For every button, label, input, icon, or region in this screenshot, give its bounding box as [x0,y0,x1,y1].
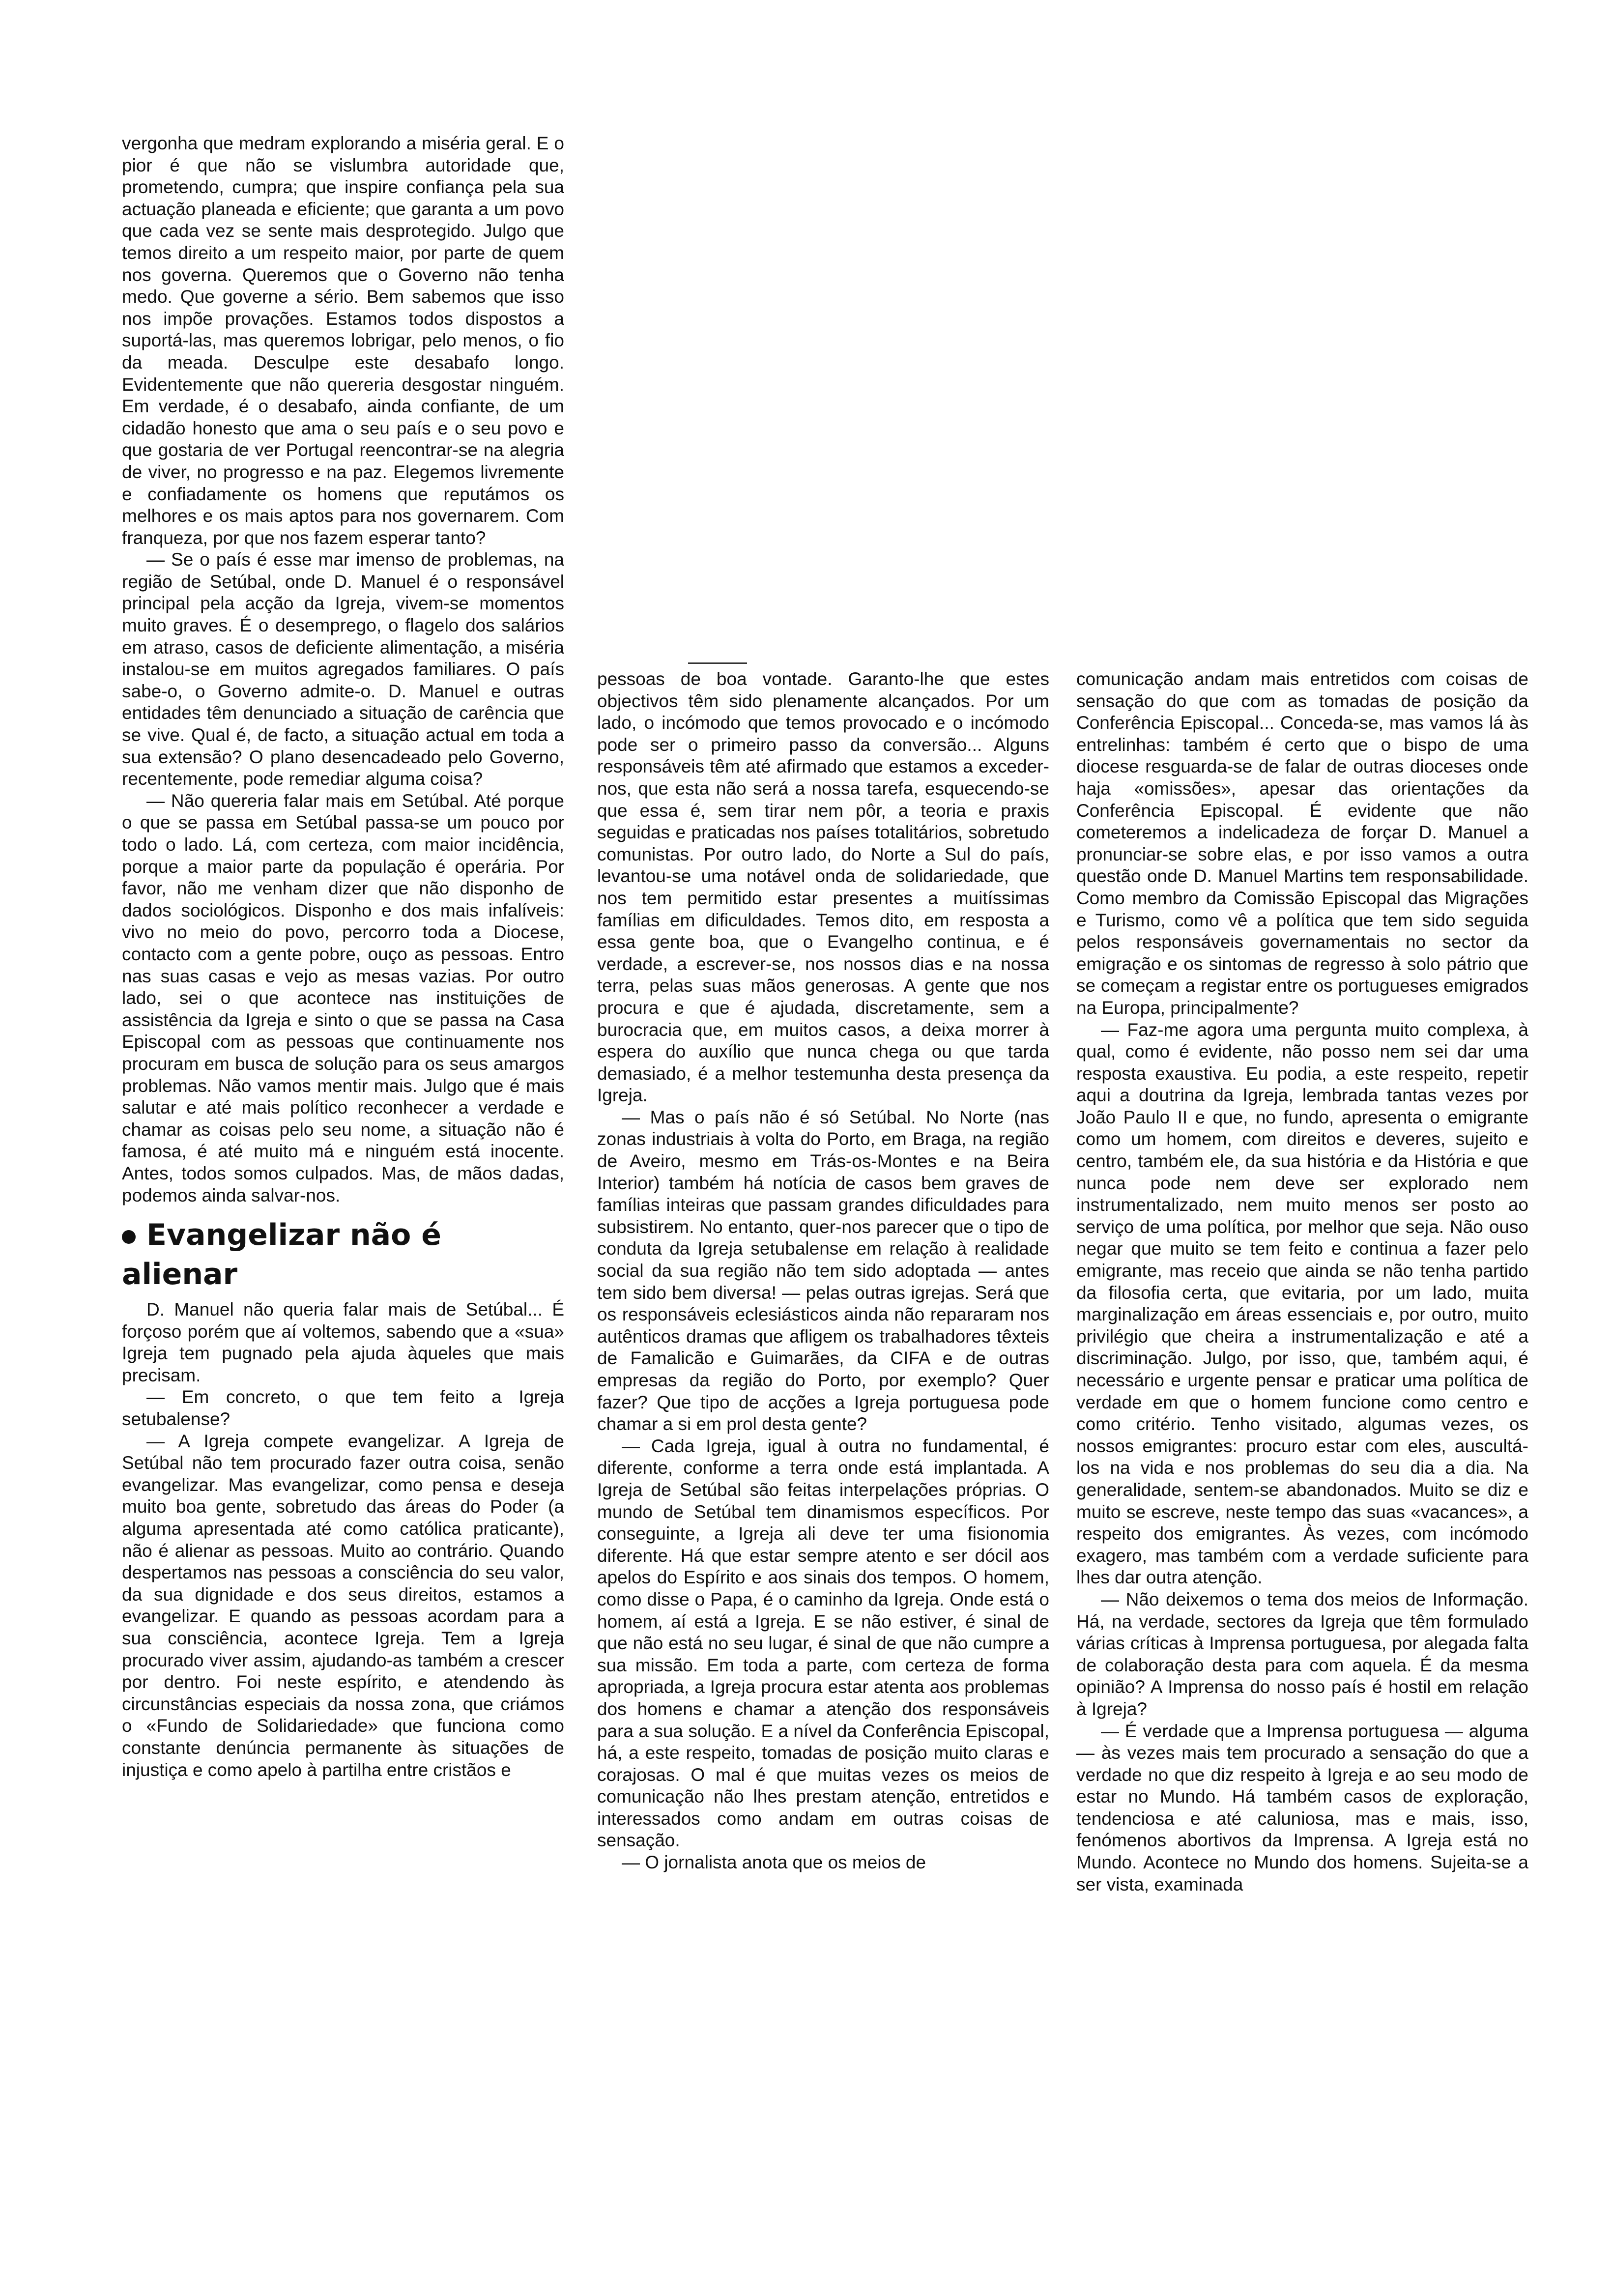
paragraph: — Não quereria falar mais em Setúbal. Até porque o que se passa em Setúbal passa-se um pouco por todo o lado. Lá, com certeza, com maior incidência, porque a maior parte da população é operária. Por favor, não me venham dizer que não disponho de dados sociológicos. Disponho e dos mais infalíveis: vivo no meio do povo, percorro toda a Diocese, contacto com a gente pobre, ouço as pessoas. Entro nas suas casas e vejo as mesas vazias. Por outro lado, sei o que acontece nas instituições de assistência da Igreja e sinto o que se passa na Casa Episcopal com as pessoas que continuamente nos procuram em busca de solução para os seus amargos problemas. Não vamos mentir mais. Julgo que é mais salutar e até mais político reconhecer a verdade e chamar as coisas pelo seu nome, a situação não é famosa, é até muito má e ninguém está inocente. Antes, todos somos culpados. Mas, de mãos dadas, podemos ainda salvar-nos. [122,790,564,1205]
paragraph: — Mas o país não é só Setúbal. No Norte (nas zonas industriais à volta do Porto, em Braga, na região de Aveiro, mesmo em Trás-os-Montes e na Beira Interior) também há notícia de casos bem graves de famílias inteiras que passam grandes dificuldades para subsistirem. No entanto, quer-nos parecer que o tipo de conduta da Igreja setubalense em relação à realidade social da sua região não tem sido adoptada — antes tem sido bem diversa! — pelas outras igrejas. Será que os responsáveis eclesiásticos ainda não repararam nos autênticos dramas que afligem os trabalhadores têxteis de Famalicão e Guimarães, da CIFA e de outras empresas da região do Porto, por exemplo? Quer fazer? Que tipo de acções a Igreja portuguesa pode chamar a si em prol desta gente? [597,1107,1049,1435]
bullet-icon [122,1230,136,1244]
section-heading [122,1215,564,1294]
paragraph: pessoas de boa vontade. Garanto-lhe que estes objectivos têm sido plenamente alcançados. Por um lado, o incómodo que temos provocado e o incómodo pode ser o primeiro passo da conversão... Alguns responsáveis têm até afirmado que estamos a exceder-nos, que esta não será a nossa tarefa, esquecendo-se que essa é, sem tirar nem pôr, a teoria e praxis seguidas e praticadas nos países totalitários, sobretudo comunistas. Por outro lado, do Norte a Sul do país, levantou-se uma notável onda de solidariedade, que nos tem permitido estar presentes a muitíssimas famílias em dificuldades. Temos dito, em resposta a essa gente boa, que o Evangelho continua, e é verdade, a escrever-se, nos nossos dias e na nossa terra, pelas suas mãos generosas. A gente que nos procura e que é ajudada, discretamente, sem a burocracia que, em muitos casos, a deixa morrer à espera do auxílio que nunca chega ou que tarda demasiado, é a melhor testemunha desta presença da Igreja. [597,669,1049,1106]
paragraph: — Não deixemos o tema dos meios de Informação. Há, na verdade, sectores da Igreja que têm formulado várias críticas à Imprensa portuguesa, por alegada falta de colaboração desta para com aquela. É da mesma opinião? A Imprensa do nosso país é hostil em relação à Igreja? [1076,1589,1528,1719]
paragraph: — Faz-me agora uma pergunta muito complexa, à qual, como é evidente, não posso nem sei dar uma resposta exaustiva. Eu podia, a este respeito, repetir aqui a doutrina da Igreja, lembrada tantas vezes por João Paulo II e que, no fundo, apresenta o emigrante como um homem, com direitos e deveres, sujeito e centro, também ele, da sua história e da História e que nunca pode nem deve ser explorado nem instrumentalizado, nem muito menos ser posto ao serviço de uma política, por melhor que seja. Não ouso negar que muito se tem feito e continua a fazer pelo emigrante, mas receio que ainda se não tenha partido da filosofia certa, que evitaria, por um lado, muita marginalização em áreas essenciais e, por outro, muito privilégio que cheira a instrumentalização e até a discriminação. Julgo, por isso, que, também aqui, é necessário e urgente pensar e praticar uma política de verdade em que o homem funcione como centro e como critério. Tenho visitado, algumas vezes, os nossos emigrantes: procuro estar com eles, auscultá-los na vida e nos problemas do seu dia a dia. Na generalidade, sentem-se abandonados. Muito se diz e muito se escreve, neste tempo das suas «vacances», a respeito dos emigrantes. Às vezes, com incómodo exagero, mas também com a verdade suficiente para lhes dar outra atenção. [1076,1019,1528,1588]
paragraph: comunicação andam mais entretidos com coisas de sensação do que com as tomadas de posição da Conferência Episcopal... Conceda-se, mas vamos lá às entrelinhas: também é certo que o bispo de uma diocese resguarda-se de falar de outras dioceses onde haja «omissões», apesar das orientações da Conferência Episcopal. É evidente que não cometeremos a indelicadeza de forçar D. Manuel a pronunciar-se sobre elas, e por isso vamos a outra questão onde D. Manuel Martins tem responsabilidade. Como membro da Comissão Episcopal das Migrações e Turismo, como vê a política que tem sido seguida pelos responsáveis governamentais no sector da emigração e os sintomas de regresso à solo pátrio que se começam a registar entre os portugueses emigrados na Europa, principalmente? [1076,669,1528,1018]
paragraph: vergonha que medram explorando a miséria geral. E o pior é que não se vislumbra autoridade que, prometendo, cumpra; que inspire confiança pela sua actuação planeada e eficiente; que garanta a um povo que cada vez se sente mais desprotegido. Julgo que temos direito a um respeito maior, por parte de quem nos governa. Queremos que o Governo não tenha medo. Que governe a sério. Bem sabemos que isso nos impõe provações. Estamos todos dispostos a suportá-las, mas queremos lobrigar, pelo menos, o fio da meada. Desculpe este desabafo longo. Evidentemente que não quereria desgostar ninguém. Em verdade, é o desabafo, ainda confiante, de um cidadão honesto que ama o seu país e o seu povo e que gostaria de ver Portugal reencontrar-se na alegria de viver, no progresso e na paz. Elegemos livremente e confiadamente os homens que reputámos os melhores e os mais aptos para nos governarem. Com franqueza, por que nos fazem esperar tanto? [122,133,564,548]
col1b-text [122,1299,564,1781]
paragraph: — Cada Igreja, igual à outra no fundamental, é diferente, conforme a terra onde está implantada. A Igreja de Setúbal são feitas interpelações próprias. O mundo de Setúbal tem dinamismos específicos. Por conseguinte, a Igreja ali deve ter uma fisionomia diferente. Há que estar sempre atento e ser dócil aos apelos do Espírito e aos sinais dos tempos. O homem, como disse o Papa, é o caminho da Igreja. Onde está o homem, aí está a Igreja. E se não estiver, é sinal de que não está no seu lugar, é sinal de que não cumpre a sua missão. Em toda a parte, com certeza de forma apropriada, a Igreja procura estar atenta aos problemas dos homens e chamar a atenção dos responsáveis para a sua solução. E a nível da Conferência Episcopal, há, a este respeito, tomadas de posição muito claras e corajosas. O mal é que muitas vezes os meios de comunicação não lhes prestam atenção, entretidos e interessados como andam em outras coisas de sensação. [597,1435,1049,1851]
paragraph: — É verdade que a Imprensa portuguesa — alguma — às vezes mais tem procurado a sensação do que a verdade no que diz respeito à Igreja e ao seu modo de estar no Mundo. Há também casos de exploração, tendenciosa e até caluniosa, mas e mais, isso, fenómenos abortivos da Imprensa. A Igreja está no Mundo. Acontece no Mundo dos homens. Sujeita-se a ser vista, examinada [1076,1721,1528,1894]
article-column-3 [1076,668,1528,1895]
article-column-1 [122,133,564,1781]
paragraph: — Se o país é esse mar imenso de problemas, na região de Setúbal, onde D. Manuel é o responsável principal pela acção da Igreja, vivem-se momentos muito graves. É o desemprego, o flagelo dos salários em atraso, casos de deficiente alimentação, a miséria instalou-se em muitos agregados familiares. O país sabe-o, o Governo admite-o. D. Manuel e outras entidades têm denunciado a situação de carência que se vive. Qual é, de facto, a situação actual em toda a sua extensão? O plano desencadeado pelo Governo, recentemente, pode remediar alguma coisa? [122,549,564,789]
column-divider-rule [688,662,747,664]
paragraph: D. Manuel não queria falar mais de Setúbal... É forçoso porém que aí voltemos, sabendo que a «sua» Igreja tem pugnado pela ajuda àqueles que mais precisam. [122,1299,564,1385]
paragraph: — A Igreja compete evangelizar. A Igreja de Setúbal não tem procurado fazer outra coisa, senão evangelizar. Mas evangelizar, como pensa e deseja muito boa gente, sobretudo das áreas do Poder (a alguma apresentada até como católica praticante), não é alienar as pessoas. Muito ao contrário. Quando despertamos nas pessoas a consciência do seu valor, da sua dignidade e dos seus direitos, estamos a evangelizar. E quando as pessoas acordam para a sua consciência, acontece Igreja. Tem a Igreja procurado viver assim, ajudando-as também a crescer por dentro. Foi neste espírito, e atendendo às circunstâncias especiais da nossa zona, que criámos o «Fundo de Solidariedade» que funciona como constante denúncia permanente às situações de injustiça e como apelo à partilha entre cristãos e [122,1431,564,1780]
col1-text [122,133,564,1206]
article-column-2 [597,668,1049,1874]
paragraph: — O jornalista anota que os meios de [622,1852,926,1873]
paragraph: — Em concreto, o que tem feito a Igreja setubalense? [122,1387,564,1430]
section-heading-text: Evangelizar não é alienar [122,1218,441,1292]
